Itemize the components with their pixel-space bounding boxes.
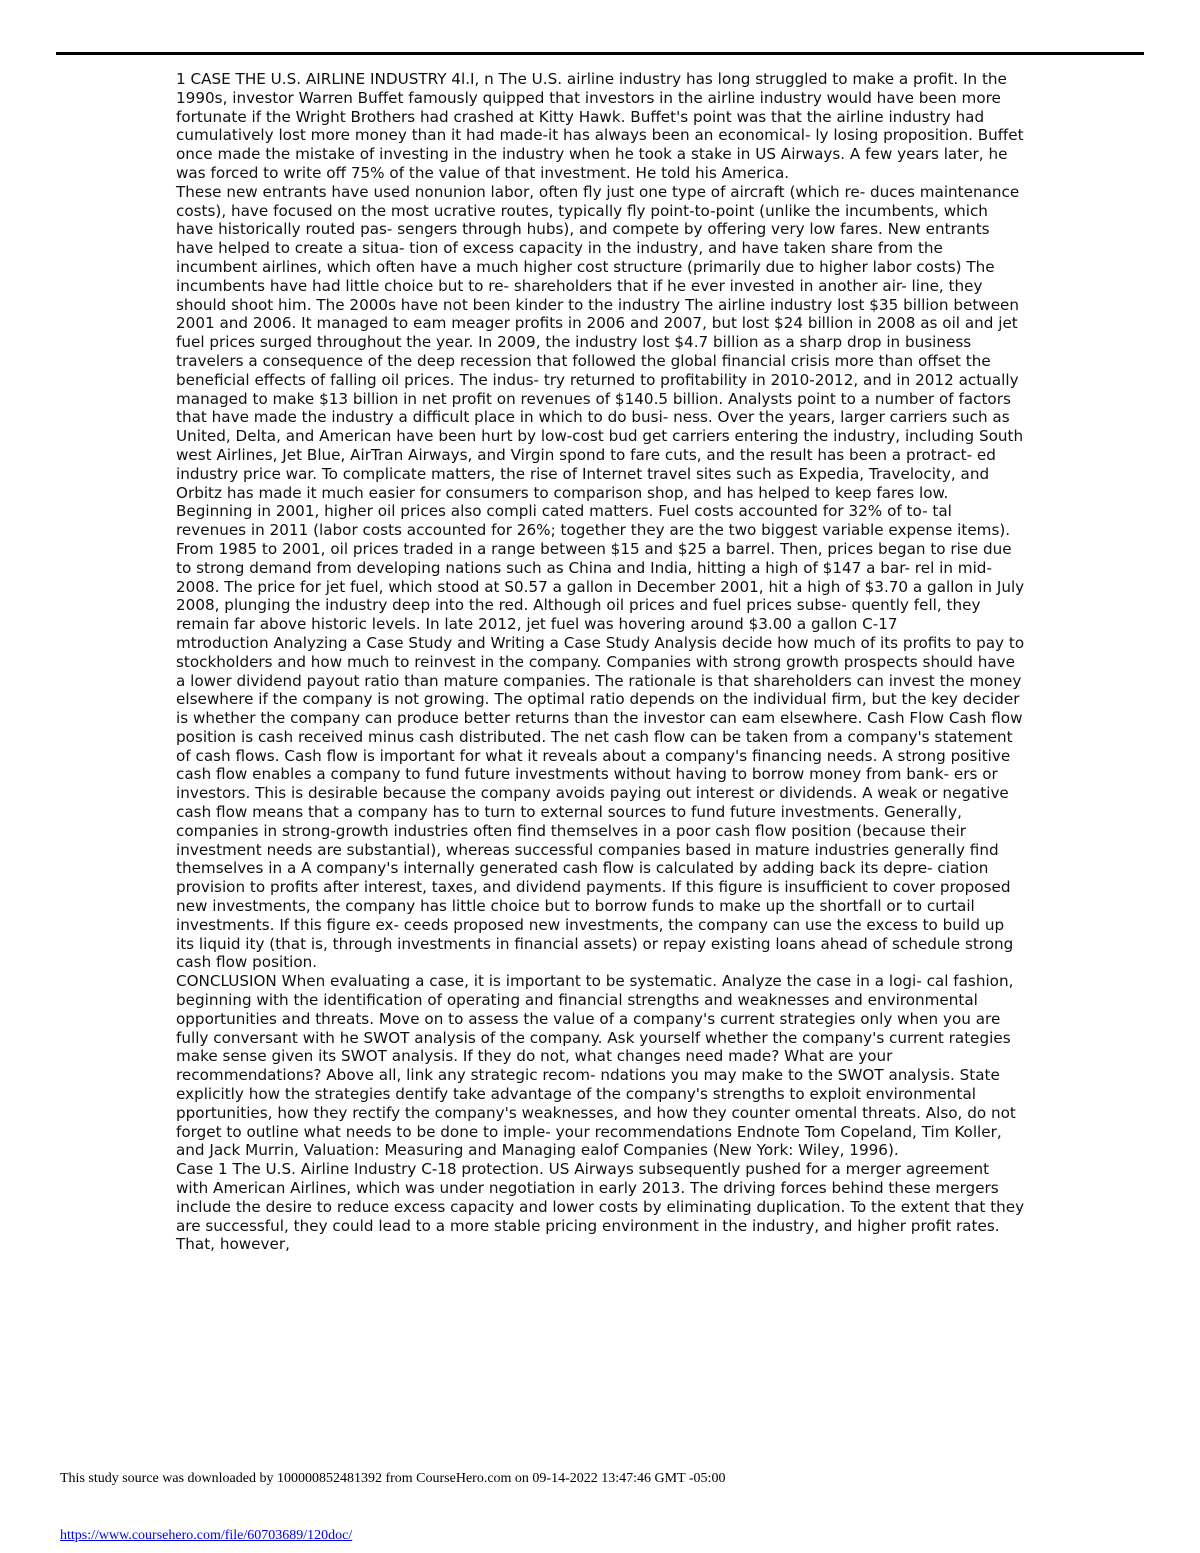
paragraph-1: 1 CASE THE U.S. AIRLINE INDUSTRY 4l.I, n The U.S. airline industry has long struggled to make a profit. In the 1990s, investor Warren Buffet famously quipped that investors in the airline industry would have been more fortunate if the Wright Brothers had crashed at Kitty Hawk. Buffet's point was that the airline industry had cumulatively lost more money than it had made-it has always been an economical- ly losing proposition. Buffet once made the mistake of investing in the industry when he took a stake in US Airways. A few years later, he was forced to write off 75% of the value of that investment. He told his America. (176, 70, 1024, 182)
footer-source-link[interactable]: https://www.coursehero.com/file/60703689/120doc/ (60, 1528, 353, 1543)
paragraph-5: Case 1 The U.S. Airline Industry C-18 protection. US Airways subsequently pushed for a merger agreement with American Airlines, which was under negotiation in early 2013. The driving forces behind these mergers include the desire to reduce excess capacity and lower costs by eliminating duplication. To the extent that they are successful, they could lead to a more stable pricing environment in the industry, and higher profit rates. That, however, (176, 1160, 1025, 1254)
paragraph-3: mtroduction Analyzing a Case Study and Writing a Case Study Analysis decide how much of its profits to pay to stockholders and how much to reinvest in the company. Companies with strong growth prospects should have a lower dividend payout ratio than mature companies. The rationale is that shareholders can invest the money elsewhere if the company is not growing. The optimal ratio depends on the individual firm, but the key decider is whether the company can produce better returns than the investor can eam elsewhere. Cash Flow Cash flow position is cash received minus cash distributed. The net cash flow can be taken from a company's statement of cash flows. Cash flow is important for what it reveals about a company's financing needs. A strong positive cash flow enables a company to fund future investments without having to borrow money from bank- ers or investors. This is desirable because the company avoids paying out interest or dividends. A weak or negative cash flow means that a company has to turn to external sources to fund future investments. Generally, companies in strong-growth industries often find themselves in a poor cash flow position (because their investment needs are substantial), whereas successful companies based in mature industries generally find themselves in a A company's internally generated cash flow is calculated by adding back its depre- ciation provision to profits after interest, taxes, and dividend payments. If this figure is insufficient to cover proposed new investments, the company has little choice but to borrow funds to make up the shortfall or to curtail investments. If this figure ex- ceeds proposed new investments, the company can use the excess to build up its liquid ity (that is, through investments in financial assets) or repay existing loans ahead of schedule strong cash flow position. (176, 633, 1025, 972)
paragraph-2: These new entrants have used nonunion labor, often fly just one type of aircraft (which re- duces maintenance costs), have focused on the most ucrative routes, typically fly point-to-point (unlike the incumbents, which have historically routed pas- sengers through hubs), and compete by offering very low fares. New entrants have helped to create a situa- tion of excess capacity in the industry, and have taken share from the incumbent airlines, which often have a much higher cost structure (primarily due to higher labor costs) The incumbents have had little choice but to re- shareholders that if he ever invested in another air- line, they should shoot him. The 2000s have not been kinder to the industry The airline industry lost $35 billion between 2001 and 2006. It managed to eam meager profits in 2006 and 2007, but lost $24 billion in 2008 as oil and jet fuel prices surged throughout the year. In 2009, the industry lost $4.7 billion as a sharp drop in business travelers a consequence of the deep recession that followed the global financial crisis more than offset the beneficial effects of falling oil prices. The indus- try returned to profitability in 2010-2012, and in 2012 actually managed to make $13 billion in net profit on revenues of $140.5 billion. Analysts point to a number of factors that have made the industry a difficult place in which to do busi- ness. Over the years, larger carriers such as United, Delta, and American have been hurt by low-cost bud get carriers entering the industry, including South west Airlines, Jet Blue, AirTran Airways, and Virgin spond to fare cuts, and the result has been a protract- ed industry price war. To complicate matters, the rise of Internet travel sites such as Expedia, Travelocity, and Orbitz has made it much easier for consumers to comparison shop, and has helped to keep fares low. Beginning in 2001, higher oil prices also compli cated matters. Fuel costs accounted for 32% of to- tal revenues in 2011 (labor costs accounted for 26%; together they are the two biggest variable expense items). From 1985 to 2001, oil prices traded in a range between $15 and $25 a barrel. Then, prices began to rise due to strong demand from developing nations such as China and India, hitting a high of $147 a bar- rel in mid-2008. The price for jet fuel, which stood at S0.57 a gallon in December 2001, hit a high of $3.70 a gallon in July 2008, plunging the industry deep into the red. Although oil prices and fuel prices subse- quently fell, they remain far above historic levels. In late 2012, jet fuel was hovering around $3.00 a gallon C-17 (176, 182, 1025, 634)
document-body (176, 70, 1026, 1254)
footer-source-note: This study source was downloaded by 100000852481392 from CourseHero.com on 09-14-2022 13:47:46 GMT -05:00 (60, 1471, 726, 1486)
top-rule (56, 52, 1144, 55)
paragraph-4: CONCLUSION When evaluating a case, it is important to be systematic. Analyze the case in a logi- cal fashion, beginning with the identification of operating and financial strengths and weaknesses and environmental opportunities and threats. Move on to assess the value of a company's current strategies only when you are fully conversant with he SWOT analysis of the company. Ask yourself whether the company's current rategies make sense given its SWOT analysis. If they do not, what changes need made? What are your recommendations? Above all, link any strategic recom- ndations you may make to the SWOT analysis. State explicitly how the strategies dentify take advantage of the company's strengths to exploit environmental pportunities, how they rectify the company's weaknesses, and how they counter omental threats. Also, do not forget to outline what needs to be done to imple- your recommendations Endnote Tom Copeland, Tim Koller, and Jack Murrin, Valuation: Measuring and Managing ealof Companies (New York: Wiley, 1996). (176, 972, 1016, 1160)
